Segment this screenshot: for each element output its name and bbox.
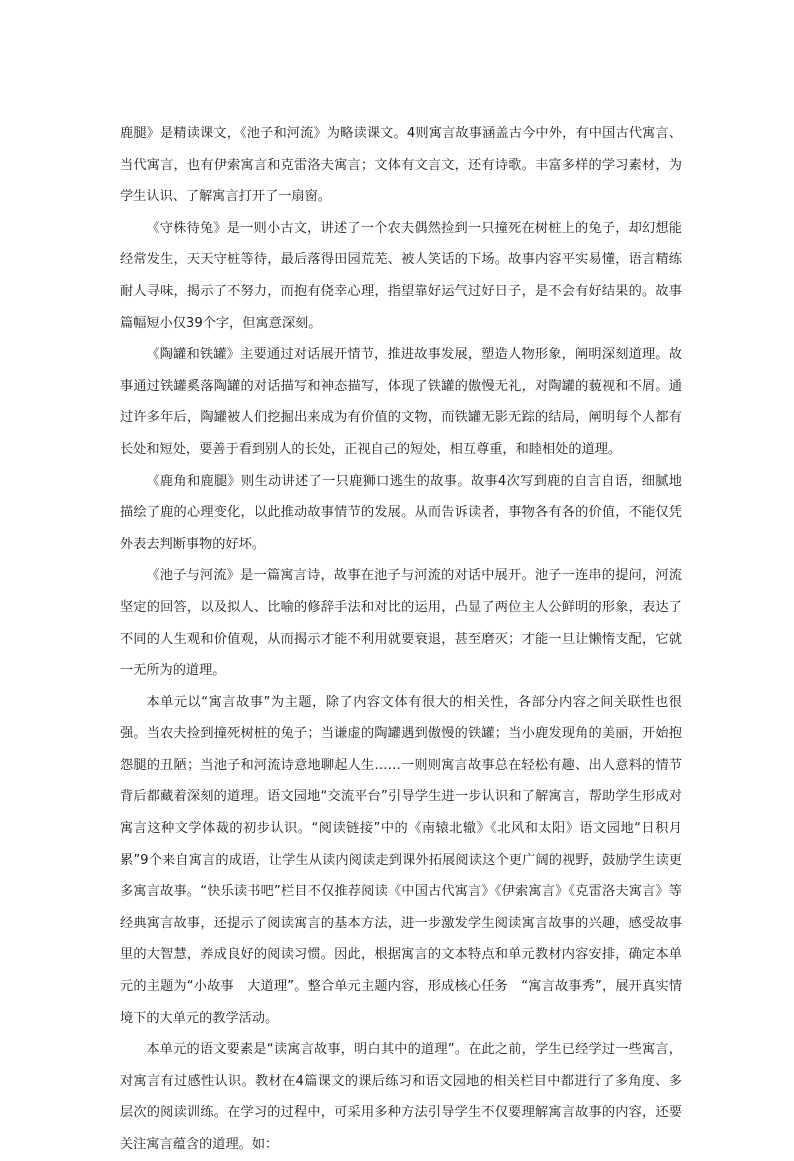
- paragraph-1: 鹿腿》是精读课文，《池子和河流》为略读课文。4则寓言故事涵盖古今中外，有中国古代寓言、当代寓言，也有伊索寓言和克雷洛夫寓言；文体有文言文，还有诗歌。丰富多样的学习素材，为学生认识、了解寓言打开了一扇窗。: [120, 126, 682, 205]
- paragraph-3: 《陶罐和铁罐》主要通过对话展开情节，推进故事发展，塑造人物形象，阐明深刻道理。故事通过铁罐奚落陶罐的对话描写和神态描写，体现了铁罐的傲慢无礼，对陶罐的藐视和不屑。通过许多年后，陶罐被人们挖掘出来成为有价值的文物，而铁罐无影无踪的结局，阐明每个人都有长处和短处，要善于看到别人的长处，正视自己的短处，相互尊重，和睦相处的道理。: [120, 347, 682, 457]
- document-page: [120, 118, 682, 1161]
- paragraph-4: 《鹿角和鹿腿》则生动讲述了一只鹿狮口逃生的故事。故事4次写到鹿的自言自语，细腻地描绘了鹿的心理变化，以此推动故事情节的发展。从而告诉读者，事物各有各的价值，不能仅凭外表去判断事物的好坏。: [120, 473, 682, 552]
- paragraph-2: 《守株待兔》是一则小古文，讲述了一个农夫偶然捡到一只撞死在树桩上的兔子，却幻想能经常发生，天天守桩等待，最后落得田园荒芜、被人笑话的下场。故事内容平实易懂，语言精练耐人寻味，揭示了不努力，而抱有侥幸心理，指望靠好运气过好日子，是不会有好结果的。故事篇幅短小仅39个字，但寓意深刻。: [120, 220, 682, 331]
- paragraph-6: 本单元以“寓言故事”为主题，除了内容文体有很大的相关性，各部分内容之间关联性也很强。当农夫捡到撞死树桩的兔子；当谦虚的陶罐遇到傲慢的铁罐；当小鹿发现角的美丽，开始抱怨腿的丑陋；当池子和河流诗意地聊起人生……一则则寓言故事总在轻松有趣、出人意料的情节背后都藏着深刻的道理。语文园地“交流平台”引导学生进一步认识和了解寓言，帮助学生形成对寓言这种文学体裁的初步认识。“阅读链接”中的《南辕北辙》《北风和太阳》语文园地“日积月累”9个来自寓言的成语，让学生从读内阅读走到课外拓展阅读这个更广阔的视野，鼓励学生读更多寓言故事。“快乐读书吧”栏目不仅推荐阅读《中国古代寓言》《伊索寓言》《克雷洛夫寓言》等经典寓言故事，还提示了阅读寓言的基本方法，进一步激发学生阅读寓言故事的兴趣，感受故事里的大智慧，养成良好的阅读习惯。因此，根据寓言的文本特点和单元教材内容安排，确定本单元的主题为“小故事 大道理”。整合单元主题内容，形成核心任务 “寓言故事秀”，展开真实情境下的大单元的教学活动。: [120, 694, 682, 1026]
- paragraph-7: 本单元的语文要素是“读寓言故事，明白其中的道理”。在此之前，学生已经学过一些寓言，对寓言有过感性认识。教材在4篇课文的课后练习和语文园地的相关栏目中都进行了多角度、多层次的阅读训练。在学习的过程中，可采用多种方法引导学生不仅要理解寓言故事的内容，还要关注寓言蕴含的道理。如：: [120, 1042, 682, 1152]
- paragraph-5: 《池子与河流》是一篇寓言诗，故事在池子与河流的对话中展开。池子一连串的提问，河流坚定的回答，以及拟人、比喻的修辞手法和对比的运用，凸显了两位主人公鲜明的形象，表达了不同的人生观和价值观，从而揭示才能不利用就要衰退，甚至磨灭；才能一旦让懒惰支配，它就一无所为的道理。: [120, 568, 682, 679]
